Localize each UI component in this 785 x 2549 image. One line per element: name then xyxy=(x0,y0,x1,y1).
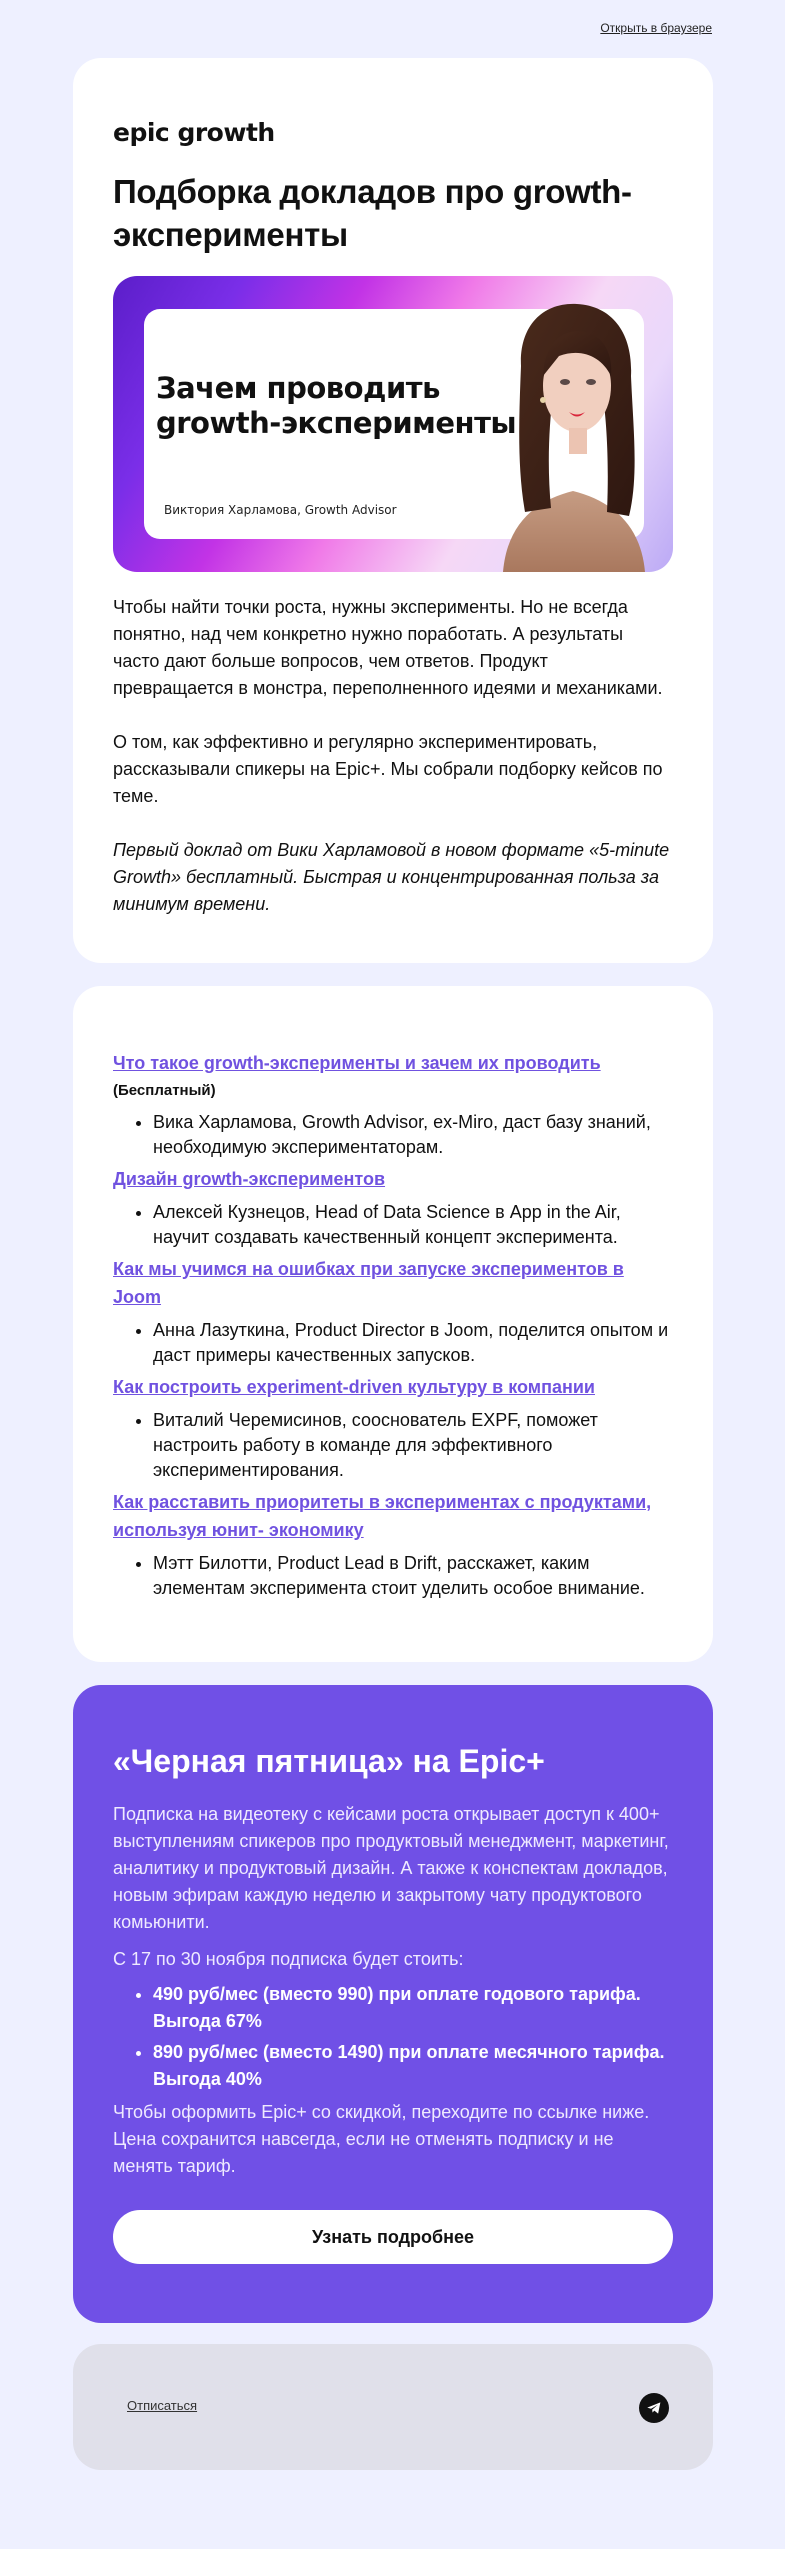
promo-paragraph: Подписка на видеотеку с кейсами роста открывает доступ к 400+ выступлениям спикеров про продуктовый менеджмент, маркетинг, аналитику и продуктовый дизайн. А также к конспектам докладов, новым эфирам каждую неделю и закрытому чату продуктового комьюнити. xyxy=(113,1804,669,1932)
top-bar xyxy=(0,0,785,58)
talks-card xyxy=(73,986,713,1662)
promo-card xyxy=(73,1685,713,2323)
talk-description: • Вика Харламова, Growth Advisor, ex-Miro, даст базу знаний, необходимую экспериментаторам. xyxy=(153,1110,673,1160)
paper-plane-icon xyxy=(645,2399,663,2417)
offer-item: • 890 руб/мес (вместо 1490) при оплате месячного тарифа. Выгода 40% xyxy=(153,2039,673,2093)
intro-paragraph-italic: Первый доклад от Вики Харламовой в новом формате «5-minute Growth» бесплатный. Быстрая и концентрированная польза за минимум времени. xyxy=(113,840,670,914)
hero-title: Зачем проводить growth-эксперименты xyxy=(156,371,517,440)
epic-growth-logo[interactable]: epic growth xyxy=(113,118,275,147)
intro-card xyxy=(73,58,713,963)
talk-link[interactable]: Как построить experiment-driven культуру в компании xyxy=(113,1377,595,1397)
hero-banner[interactable] xyxy=(113,276,673,572)
promo-paragraph: С 17 по 30 ноября подписка будет стоить: xyxy=(113,1949,464,1969)
talk-description: • Виталий Черемисинов, сооснователь EXPF, поможет настроить работу в команде для эффективного экспериментирования. xyxy=(153,1408,673,1483)
offer-list xyxy=(113,1981,673,2093)
list-item xyxy=(113,1489,673,1601)
open-in-browser-link[interactable]: Открыть в браузере xyxy=(600,21,712,35)
hero-author: Виктория Харламова, Growth Advisor xyxy=(164,503,397,517)
offer-item: • 490 руб/мес (вместо 990) при оплате годового тарифа. Выгода 67% xyxy=(153,1981,673,2035)
list-item xyxy=(113,1050,673,1160)
unsubscribe-link[interactable]: Отписаться xyxy=(127,2398,198,2413)
talk-description: • Анна Лазуткина, Product Director в Joom, поделится опытом и даст примеры качественных запусков. xyxy=(153,1318,673,1368)
talk-link[interactable]: Как мы учимся на ошибках при запуске экспериментов в Joom xyxy=(113,1259,624,1307)
intro-paragraph: О том, как эффективно и регулярно экспериментировать, рассказывали спикеры на Epic+. Мы собрали подборку кейсов по теме. xyxy=(113,732,663,806)
free-badge: (Бесплатный) xyxy=(113,1082,216,1099)
telegram-icon[interactable] xyxy=(639,2393,669,2423)
page-title: Подборка докладов про growth-эксперименты xyxy=(113,173,632,253)
intro-paragraph: Чтобы найти точки роста, нужны эксперименты. Но не всегда понятно, над чем конкретно нужно поработать. А результаты часто дают больше вопросов, чем ответов. Продукт превращается в монстра, переполненного идеями и механиками. xyxy=(113,597,663,698)
promo-paragraph: Чтобы оформить Epic+ со скидкой, переходите по ссылке ниже. Цена сохранится навсегда, если не отменять подписку и не менять тариф. xyxy=(113,2102,650,2176)
talk-description: • Алексей Кузнецов, Head of Data Science в App in the Air, научит создавать качественный концепт эксперимента. xyxy=(153,1200,673,1250)
talk-link[interactable]: Как расставить приоритеты в экспериментах с продуктами, используя юнит- экономику xyxy=(113,1492,652,1540)
talk-link[interactable]: Что такое growth-эксперименты и зачем их проводить xyxy=(113,1053,601,1073)
list-item xyxy=(113,1166,673,1250)
list-item xyxy=(113,1256,673,1368)
promo-title: «Черная пятница» на Epic+ xyxy=(113,1743,545,1779)
list-item xyxy=(113,1374,673,1483)
footer xyxy=(73,2344,713,2470)
learn-more-button[interactable]: Узнать подробнее xyxy=(113,2210,673,2264)
talk-link[interactable]: Дизайн growth-экспериментов xyxy=(113,1169,386,1189)
speaker-portrait xyxy=(473,276,673,572)
talk-description: • Мэтт Билотти, Product Lead в Drift, расскажет, каким элементам эксперимента стоит уделить особое внимание. xyxy=(153,1551,673,1601)
